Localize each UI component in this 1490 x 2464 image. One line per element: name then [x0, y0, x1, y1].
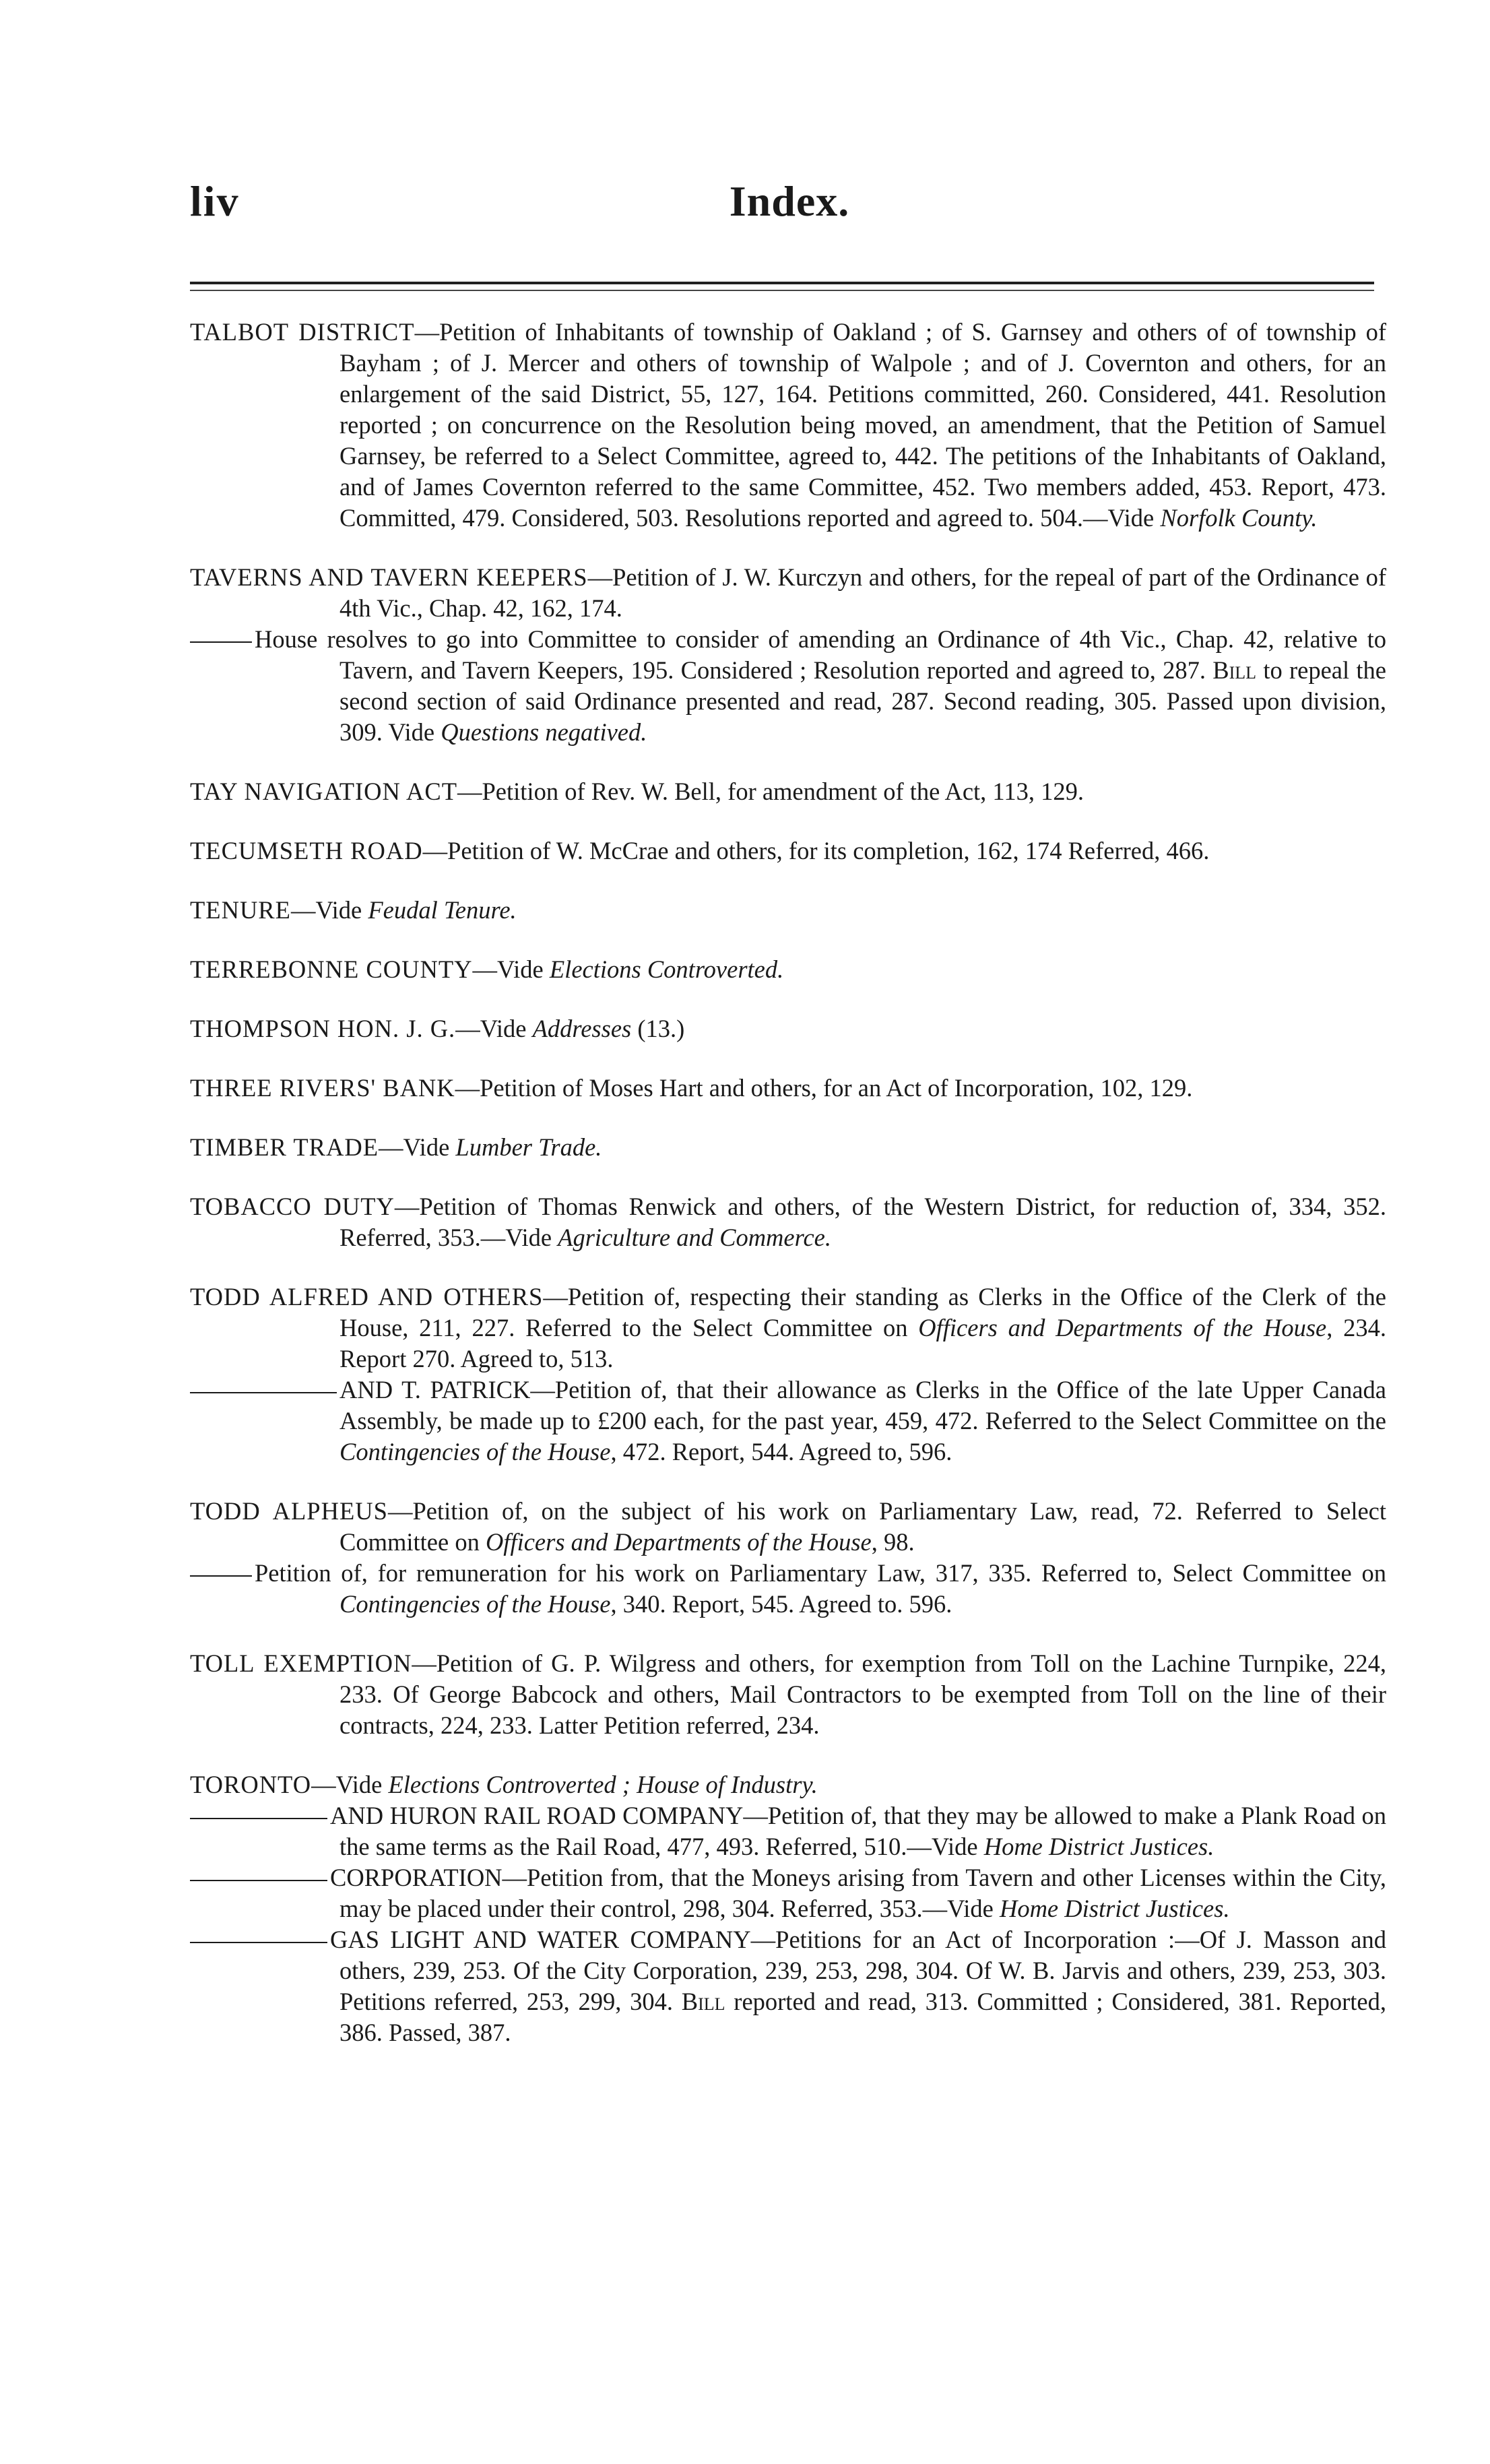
index-entry-thompson	[190, 1013, 1386, 1044]
entry-heading: TORONTO	[190, 1771, 312, 1798]
entry-text: —Petition of W. McCrae and others, for its completion, 162, 174 Referred, 466.	[422, 837, 1210, 864]
sub-entry-text: , 472. Report, 544. Agreed to, 596.	[610, 1438, 952, 1465]
index-body	[190, 317, 1386, 2077]
entry-heading: TOBACCO DUTY	[190, 1193, 395, 1220]
index-entry-toll-exemption	[190, 1648, 1386, 1741]
entry-heading: THREE RIVERS' BANK	[190, 1074, 455, 1102]
index-entry-todd-alpheus	[190, 1496, 1386, 1620]
sub-entry-text: reported and read, 313. Committed ; Considered, 381. Reported, 386. Passed, 387.	[339, 1988, 1386, 2046]
entry-text: —Petition of Moses Hart and others, for an Act of Incorporation, 102, 129.	[455, 1074, 1193, 1102]
sub-entry-text: to repeal the second section of said Ordinance presented and read, 287. Second reading, 305. Passed upon division, 309. Vide	[339, 656, 1386, 746]
header-rule-thin	[190, 290, 1374, 291]
ditto-dash	[190, 1942, 327, 1943]
sub-entry-reference: Home District Justices.	[983, 1833, 1214, 1860]
entry-heading: TERREBONNE COUNTY	[190, 955, 473, 983]
entry-text: —Vide	[290, 896, 368, 924]
sub-entry-reference: Contingencies of the House	[339, 1590, 611, 1618]
sub-entry-huron-rail-road	[330, 1800, 1386, 1862]
page-title: Index.	[729, 177, 850, 225]
entry-text-after: , 98.	[871, 1528, 915, 1556]
entry-heading: TALBOT DISTRICT	[190, 318, 415, 346]
entry-heading: TODD ALFRED AND OTHERS	[190, 1283, 544, 1310]
entry-reference: Feudal Tenure.	[368, 896, 517, 924]
index-entry-tobacco-duty	[190, 1191, 1386, 1253]
entry-heading: TENURE	[190, 896, 291, 924]
entry-heading: TIMBER TRADE	[190, 1133, 379, 1161]
bill-label: Bill	[681, 1988, 725, 2015]
entry-heading: TECUMSETH ROAD	[190, 837, 423, 864]
index-entry-terrebonne-county	[190, 954, 1386, 985]
sub-entry-text: AND T. PATRICK—Petition of, that their allowance as Clerks in the Office of the late Upper Canada Assembly, be made up to £200 each, for the past year, 459, 472. Referred to the Select Committee on the	[339, 1376, 1386, 1434]
ditto-dash	[190, 641, 252, 643]
entry-text: —Petition of G. P. Wilgress and others, for exemption from Toll on the Lachine Turnpike, 224, 233. Of George Babcock and others, Mail Contractors to be exempted from Toll on the line of their contracts, 224, 233. Latter Petition referred, 234.	[339, 1649, 1386, 1739]
index-entry-taverns	[190, 562, 1386, 748]
entry-text: —Petition of J. W. Kurczyn and others, for the repeal of part of the Ordinance of 4th Vic., Chap. 42, 162, 174.	[339, 563, 1386, 622]
sub-entry-text: House resolves to go into Committee to consider of amending an Ordinance of 4th Vic., Chap. 42, relative to Tavern, and Tavern Keepers, 195. Considered ; Resolution reported and agreed to, 287.	[255, 625, 1386, 684]
entry-text: —Petition of, respecting their standing as Clerks in the Office of the Clerk of the House, 211, 227. Referred to the Select Committee on	[339, 1283, 1387, 1341]
entry-reference: Elections Controverted ; House of Industry.	[388, 1771, 818, 1798]
entry-heading: TAVERNS AND TAVERN KEEPERS	[190, 563, 588, 591]
sub-entry-reference: Questions negatived.	[441, 718, 647, 746]
entry-heading: TOLL EXEMPTION	[190, 1649, 412, 1677]
sub-entry	[255, 624, 1386, 748]
entry-reference: Norfolk County.	[1160, 504, 1318, 532]
entry-text: —Petition of Inhabitants of township of Oakland ; of S. Garnsey and others of of township of Bayham ; of J. Mercer and others of township of Walpole ; and of J. Covernton and others, for an enlargement of the said District, 55, 127, 164. Petitions committed, 260. Considered, 441. Resolution reported ; on concurrence on the Resolution being moved, an amendment, that the Petition of Samuel Garnsey, be referred to a Select Committee, agreed to, 442. The petitions of the Inhabitants of Oakland, and of James Covernton referred to the same Committee, 452. Two members added, 453. Report, 473. Committed, 479. Considered, 503. Resolutions reported and agreed to. 504.—Vide	[339, 318, 1386, 532]
entry-heading: TODD ALPHEUS	[190, 1497, 388, 1525]
entry-reference: Agriculture and Commerce.	[558, 1224, 831, 1251]
entry-reference: Officers and Departments of the House	[918, 1314, 1327, 1341]
ditto-dash	[190, 1575, 252, 1577]
index-entry-todd-alfred	[190, 1282, 1386, 1467]
sub-entry-gas-light	[330, 1924, 1386, 2048]
entry-reference: Lumber Trade.	[455, 1133, 602, 1161]
index-entry-tenure	[190, 895, 1386, 926]
sub-entry-corporation	[330, 1862, 1386, 1924]
index-entry-three-rivers-bank	[190, 1073, 1386, 1104]
index-entry-tay-navigation	[190, 776, 1386, 807]
entry-heading: TAY NAVIGATION ACT	[190, 778, 457, 805]
index-entry-timber-trade	[190, 1132, 1386, 1163]
sub-entry-text: AND HURON RAIL ROAD COMPANY—Petition of, that they may be allowed to make a Plank Road on the same terms as the Rail Road, 477, 493. Referred, 510.—Vide	[330, 1802, 1386, 1860]
sub-entry-reference: Contingencies of the House	[339, 1438, 611, 1465]
entry-text: —Vide	[379, 1133, 456, 1161]
index-entry-toronto	[190, 1769, 1386, 2048]
entry-text: —Petition of Thomas Renwick and others, of the Western District, for reduction of, 334, 352. Referred, 353.—Vide	[339, 1193, 1386, 1251]
page-number: liv	[190, 177, 240, 225]
ditto-dash	[190, 1392, 337, 1393]
entry-heading: THOMPSON HON. J. G.	[190, 1015, 456, 1042]
header-rule	[190, 282, 1374, 284]
entry-text-after: , 234. Report 270. Agreed to, 513.	[339, 1314, 1387, 1372]
entry-reference: Officers and Departments of the House	[485, 1528, 872, 1556]
sub-entry-text: , 340. Report, 545. Agreed to. 596.	[610, 1590, 952, 1618]
index-entry-tecumseth-road	[190, 835, 1386, 866]
entry-text-after: (13.)	[631, 1015, 685, 1042]
entry-text: —Petition of, on the subject of his work on Parliamentary Law, read, 72. Referred to Select Committee on	[339, 1497, 1387, 1556]
page-header	[190, 177, 1389, 237]
sub-entry-reference: Home District Justices.	[999, 1895, 1230, 1922]
ditto-dash	[190, 1880, 327, 1881]
ditto-dash	[190, 1818, 327, 1819]
index-entry-talbot-district	[190, 317, 1386, 534]
sub-entry	[339, 1375, 1386, 1467]
entry-text: —Vide	[455, 1015, 533, 1042]
bill-label: Bill	[1212, 656, 1257, 684]
entry-text: —Petition of Rev. W. Bell, for amendment of the Act, 113, 129.	[457, 778, 1084, 805]
entry-text: —Vide	[311, 1771, 389, 1798]
sub-entry-text: CORPORATION—Petition from, that the Moneys arising from Tavern and other Licenses within the City, may be placed under their control, 298, 304. Referred, 353.—Vide	[330, 1864, 1386, 1922]
entry-reference: Elections Controverted.	[549, 955, 784, 983]
entry-text: —Vide	[472, 955, 550, 983]
sub-entry	[255, 1558, 1386, 1620]
sub-entry-text: Petition of, for remuneration for his work on Parliamentary Law, 317, 335. Referred to, Select Committee on	[255, 1559, 1386, 1587]
sub-entry-text: GAS LIGHT AND WATER COMPANY—Petitions for an Act of Incorporation :—Of J. Masson and others, 239, 253. Of the City Corporation, 239, 253, 298, 304. Of W. B. Jarvis and others, 239, 253, 303. Petitions referred, 253, 299, 304.	[330, 1926, 1386, 2015]
entry-reference: Addresses	[532, 1015, 632, 1042]
